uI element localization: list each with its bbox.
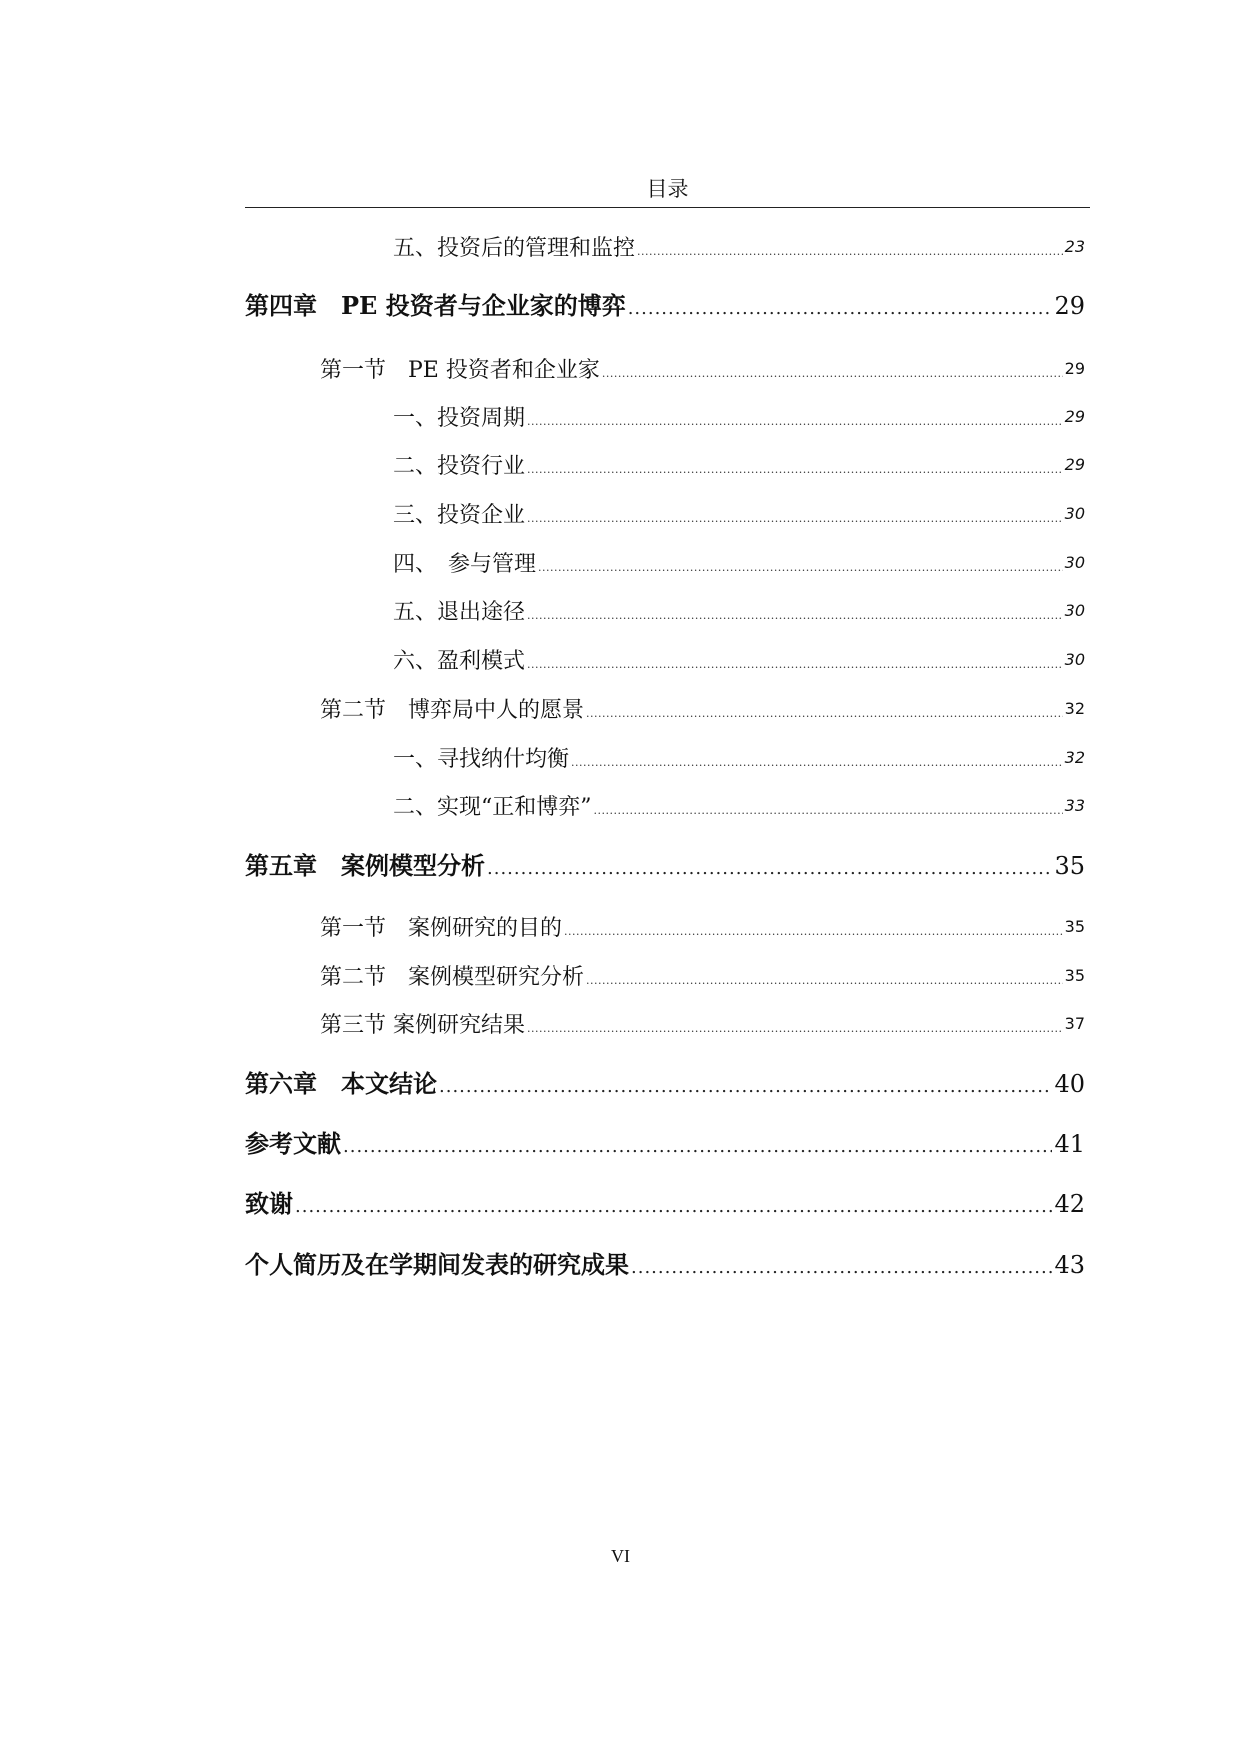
- toc-entry-title: 一、寻找纳什均衡: [393, 747, 570, 772]
- toc-entry-page: 37: [1064, 1014, 1085, 1033]
- toc-dot-leader: [564, 926, 1063, 937]
- toc-entry-page: 41: [1054, 1130, 1085, 1158]
- toc-entry[interactable]: [245, 450, 1085, 482]
- toc-chapter-entry[interactable]: [245, 1068, 1085, 1100]
- toc-section-entry[interactable]: [245, 354, 1085, 386]
- toc-entry[interactable]: [245, 645, 1085, 677]
- toc-dot-leader: [343, 1138, 1052, 1156]
- toc-dot-leader: [628, 300, 1053, 318]
- header-divider: [245, 207, 1090, 208]
- toc-entry[interactable]: [245, 596, 1085, 628]
- toc-entry-page: 33: [1064, 796, 1085, 815]
- toc-entry-title: 六、盈利模式: [393, 649, 526, 674]
- toc-entry-page: 23: [1064, 237, 1085, 256]
- toc-entry-title: 参考文献: [245, 1129, 341, 1158]
- toc-dot-leader: [571, 757, 1063, 768]
- toc-dot-leader: [602, 368, 1063, 379]
- page-header-title: 目录: [646, 177, 689, 201]
- toc-entry-page: 35: [1054, 852, 1085, 880]
- toc-dot-leader: [527, 513, 1063, 524]
- toc-dot-leader: [527, 659, 1063, 670]
- toc-entry-page: 29: [1064, 407, 1085, 426]
- toc-entry[interactable]: [245, 743, 1085, 775]
- toc-entry-title: 一、投资周期: [393, 406, 526, 431]
- toc-entry[interactable]: [245, 402, 1085, 434]
- toc-entry-title: 第二节 博弈局中人的愿景: [320, 698, 585, 723]
- toc-entry-title: 致谢: [245, 1189, 293, 1218]
- toc-entry-title: 第一节 案例研究的目的: [320, 916, 563, 941]
- toc-entry-page: 43: [1054, 1251, 1085, 1279]
- toc-dot-leader: [295, 1198, 1052, 1216]
- toc-entry-title: 五、退出途径: [393, 600, 526, 625]
- toc-entry[interactable]: [245, 232, 1085, 264]
- toc-entry[interactable]: [245, 499, 1085, 531]
- toc-entry-page: 30: [1064, 601, 1085, 620]
- toc-dot-leader: [637, 246, 1063, 257]
- toc-chapter-entry[interactable]: [245, 1188, 1085, 1220]
- toc-entry-page: 32: [1064, 748, 1085, 767]
- toc-entry-page: 35: [1064, 966, 1085, 985]
- toc-entry-title: 第二节 案例模型研究分析: [320, 965, 585, 990]
- toc-chapter-entry[interactable]: [245, 1249, 1085, 1281]
- toc-entry-title: 二、实现“正和博弈”: [393, 795, 592, 820]
- toc-dot-leader: [538, 562, 1063, 573]
- page-number-footer: VI: [611, 1546, 630, 1566]
- toc-entry-title: 四、 参与管理: [393, 552, 537, 577]
- toc-section-entry[interactable]: [245, 694, 1085, 726]
- toc-entry[interactable]: [245, 791, 1085, 823]
- toc-dot-leader: [586, 975, 1063, 986]
- toc-entry-page: 30: [1064, 504, 1085, 523]
- toc-entry-page: 40: [1054, 1070, 1085, 1098]
- toc-dot-leader: [527, 464, 1063, 475]
- toc-entry-page: 35: [1064, 917, 1085, 936]
- toc-dot-leader: [527, 610, 1063, 621]
- toc-dot-leader: [439, 1078, 1052, 1096]
- toc-entry-page: 32: [1064, 699, 1085, 718]
- toc-entry-title: 第五章 案例模型分析: [245, 851, 485, 880]
- toc-section-entry[interactable]: [245, 961, 1085, 993]
- toc-entry-page: 30: [1064, 650, 1085, 669]
- toc-dot-leader: [527, 416, 1063, 427]
- toc-entry-title: 第一节 PE 投资者和企业家: [320, 358, 600, 383]
- toc-chapter-entry[interactable]: [245, 1128, 1085, 1160]
- toc-entry-title: 五、投资后的管理和监控: [393, 236, 636, 261]
- toc-entry-page: 29: [1054, 292, 1085, 320]
- toc-entry-page: 30: [1064, 553, 1085, 572]
- toc-entry-title: 个人简历及在学期间发表的研究成果: [245, 1250, 629, 1279]
- toc-section-entry[interactable]: [245, 912, 1085, 944]
- toc-section-entry[interactable]: [245, 1009, 1085, 1041]
- toc-entry-title: 二、投资行业: [393, 454, 526, 479]
- toc-entry-page: 29: [1064, 359, 1085, 378]
- toc-chapter-entry[interactable]: [245, 850, 1085, 882]
- toc-dot-leader: [487, 860, 1052, 878]
- toc-dot-leader: [594, 805, 1063, 816]
- toc-entry-page: 42: [1054, 1190, 1085, 1218]
- toc-dot-leader: [586, 708, 1063, 719]
- toc-entry[interactable]: [245, 548, 1085, 580]
- toc-entry-title: 第四章 PE 投资者与企业家的博弈: [245, 291, 626, 320]
- toc-entry-title: 三、投资企业: [393, 503, 526, 528]
- toc-chapter-entry[interactable]: [245, 290, 1085, 322]
- toc-entry-title: 第三节 案例研究结果: [320, 1013, 525, 1038]
- toc-entry-page: 29: [1064, 455, 1085, 474]
- toc-entry-title: 第六章 本文结论: [245, 1069, 437, 1098]
- toc-dot-leader: [631, 1259, 1052, 1277]
- toc-dot-leader: [527, 1023, 1063, 1034]
